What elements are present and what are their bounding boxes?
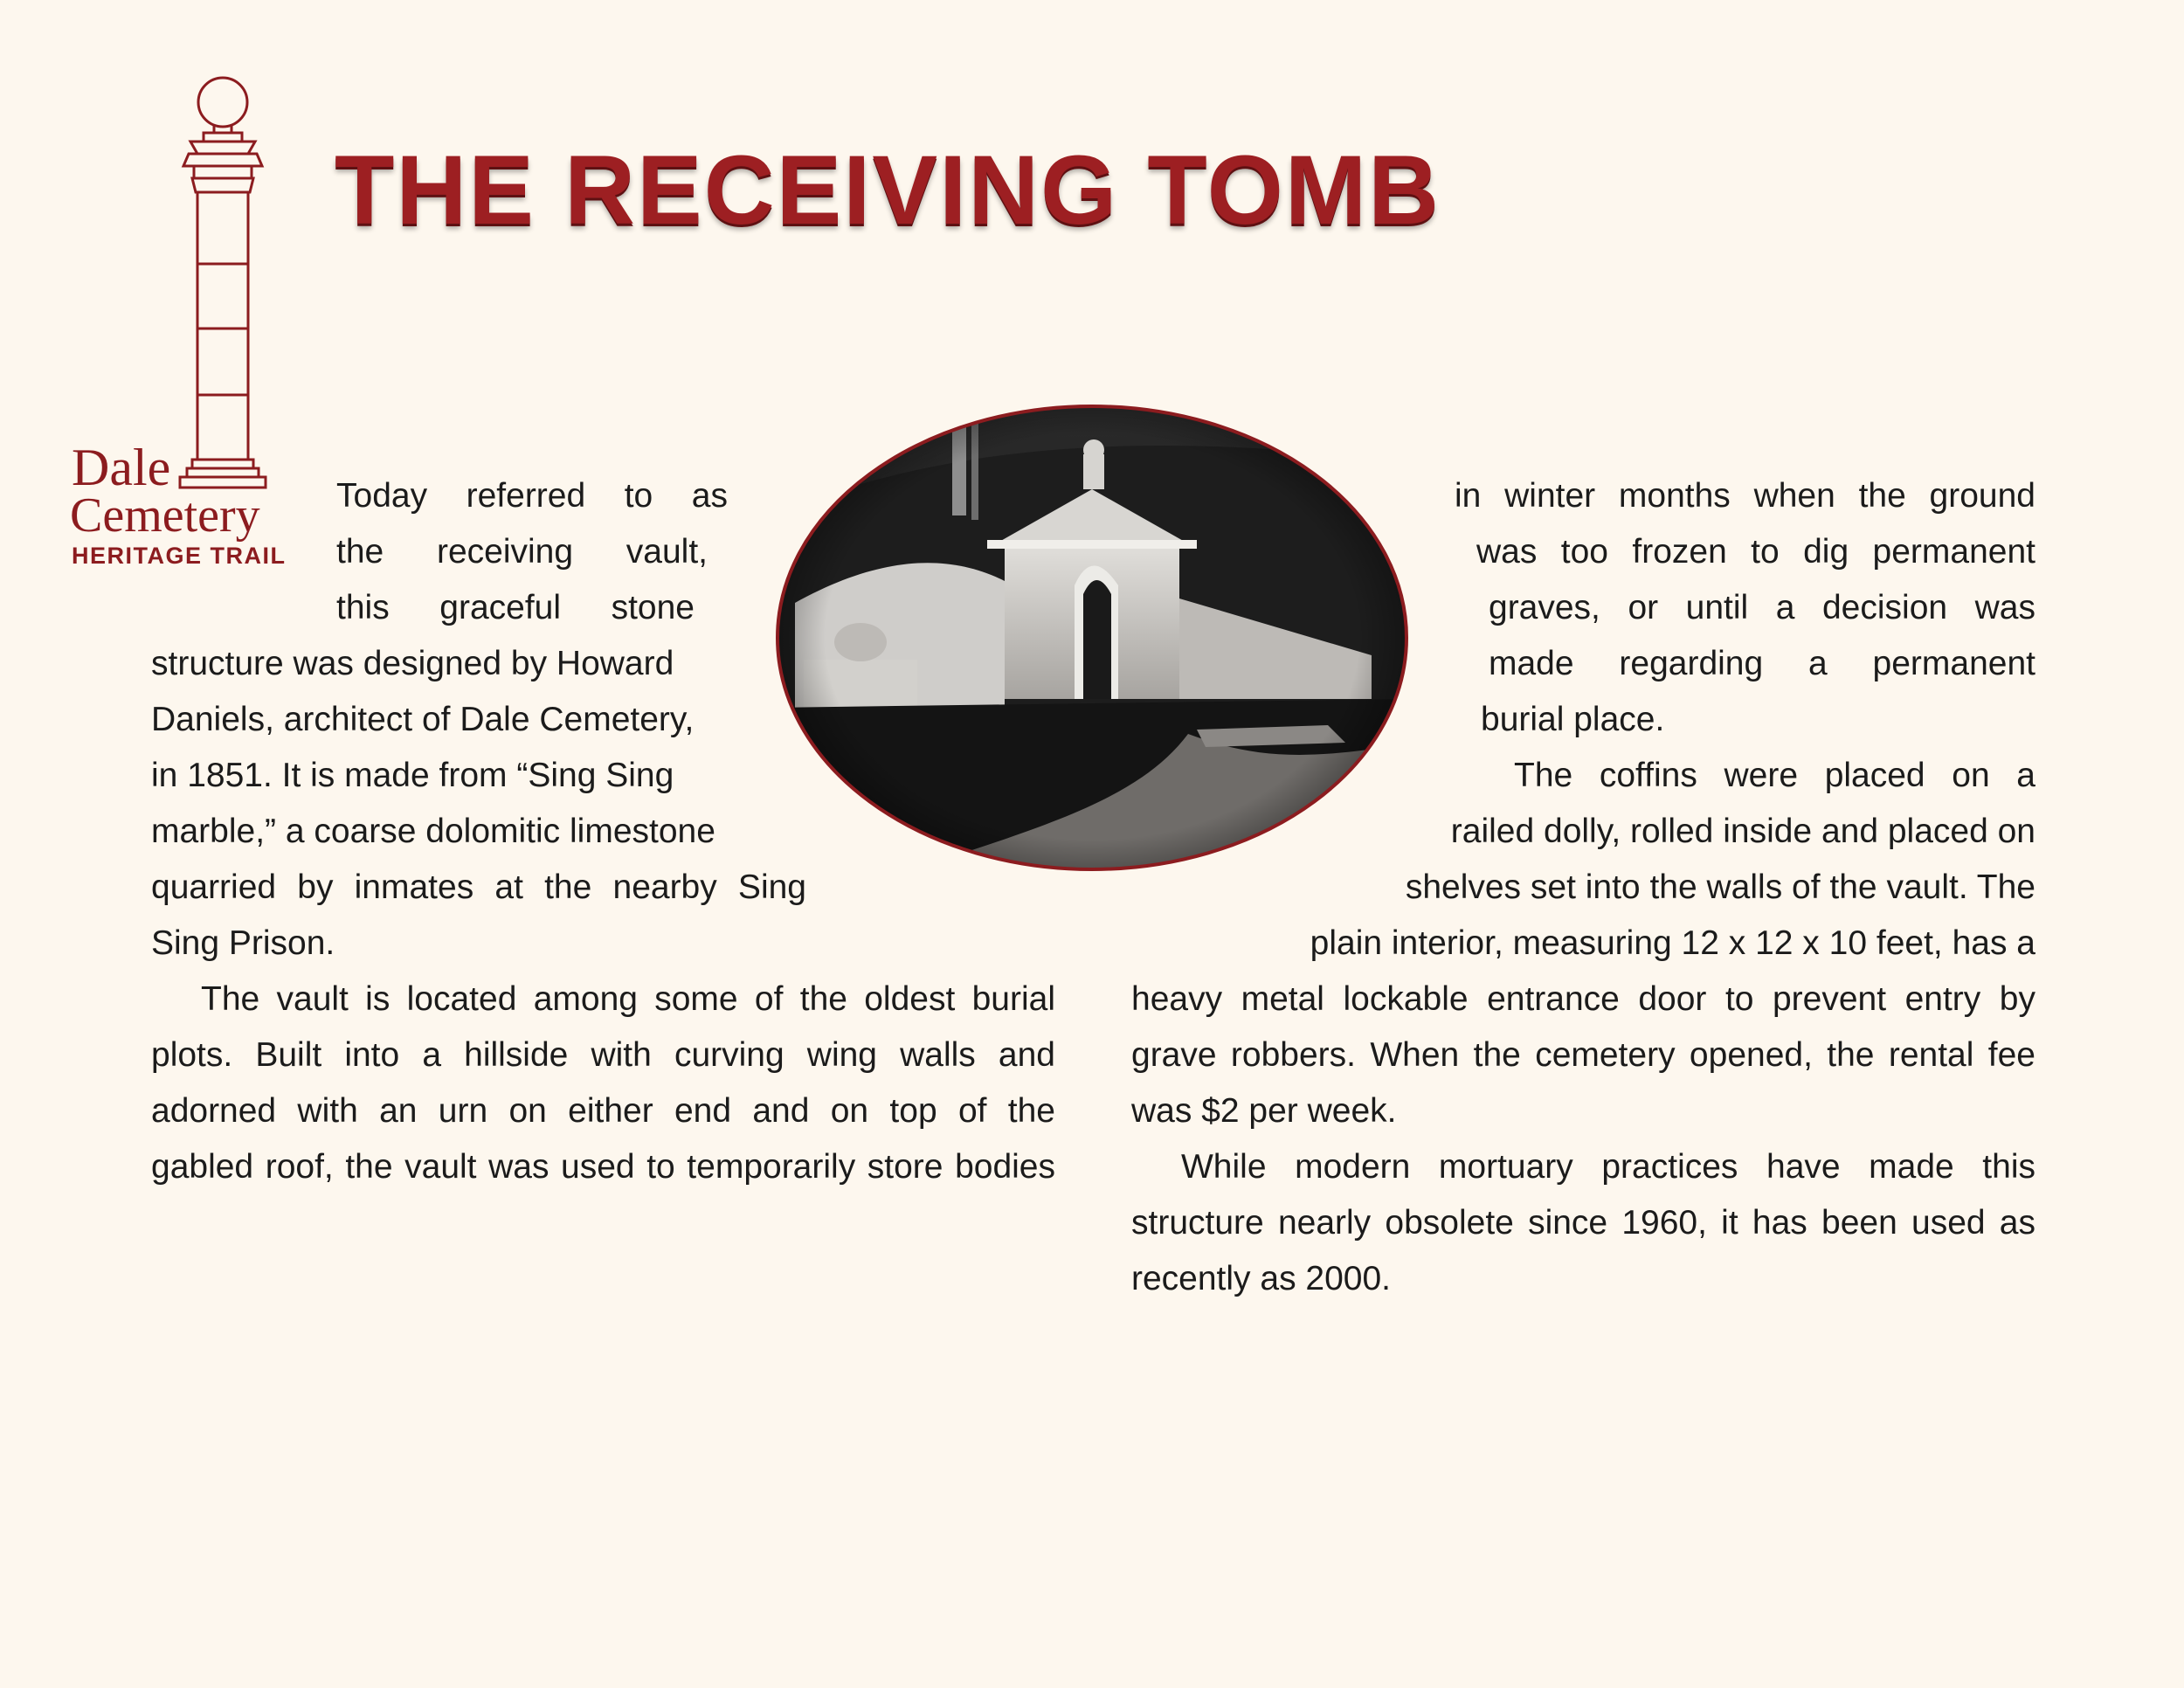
right-text-line-4: made regarding a permanent (1489, 645, 2035, 682)
right-text-line-6: The coffins were placed on a (1514, 757, 2035, 794)
right-text-line-11: grave robbers. When the cemetery opened, the rental fee (1131, 1036, 2035, 1074)
right-text-line-3: graves, or until a decision was (1489, 589, 2035, 626)
right-text-line-12: was $2 per week. (1131, 1092, 1397, 1130)
right-text-line-5: burial place. (1481, 701, 1665, 738)
right-text-line-8: shelves set into the walls of the vault. The (1405, 868, 2035, 906)
right-text-line-1: in winter months when the ground (1455, 477, 2035, 515)
page-title: THE RECEIVING TOMB (335, 135, 1441, 245)
left-text-line-2: the receiving vault, (336, 533, 708, 571)
left-text-line-7: marble,” a coarse dolomitic limestone (151, 813, 715, 850)
left-text-line-13: gabled roof, the vault was used to temporarily store bodies (151, 1148, 1055, 1186)
column-monument-icon (61, 70, 288, 489)
left-text-line-6: in 1851. It is made from “Sing Sing (151, 757, 674, 794)
left-text-line-1: Today referred to as (336, 477, 728, 515)
right-text-line-9: plain interior, measuring 12 x 12 x 10 feet, has a (1310, 924, 2035, 962)
logo-name-line2: Cemetery (70, 488, 260, 543)
right-text-line-7: railed dolly, rolled inside and placed on (1450, 813, 2035, 850)
logo-tagline: HERITAGE TRAIL (72, 543, 287, 569)
right-text-line-14: structure nearly obsolete since 1960, it has been used as (1131, 1204, 2035, 1242)
right-text-line-2: was too frozen to dig permanent (1476, 533, 2035, 571)
left-text-line-4: structure was designed by Howard (151, 645, 674, 682)
left-text-line-8: quarried by inmates at the nearby Sing (151, 868, 806, 906)
right-text-line-15: recently as 2000. (1131, 1260, 1392, 1297)
left-text-line-11: plots. Built into a hillside with curving wing walls and (151, 1036, 1055, 1074)
receiving-vault-photo (769, 393, 1415, 882)
right-text-line-10: heavy metal lockable entrance door to prevent entry by (1131, 980, 2035, 1018)
logo-name-line1: Dale (72, 439, 171, 496)
left-text-line-12: adorned with an urn on either end and on top of the (151, 1092, 1055, 1130)
left-text-line-9: Sing Prison. (151, 924, 335, 962)
left-text-line-10: The vault is located among some of the oldest burial (201, 980, 1055, 1018)
left-text-line-3: this graceful stone (336, 589, 695, 626)
right-text-line-13: While modern mortuary practices have made this (1181, 1148, 2035, 1186)
left-text-line-5: Daniels, architect of Dale Cemetery, (151, 701, 695, 738)
